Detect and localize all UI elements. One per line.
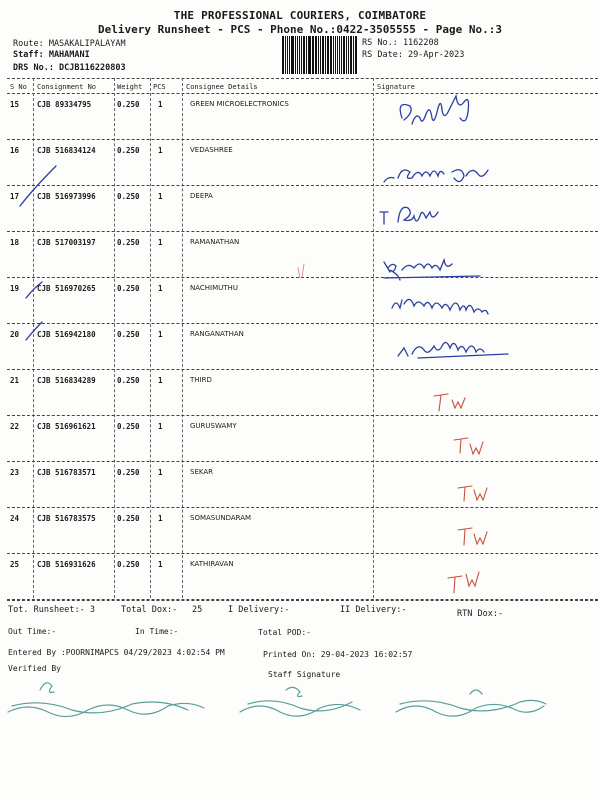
third-signature [396,690,546,716]
row-pcs: 1 [158,100,163,109]
signature-row-17 [380,207,438,224]
row-weight: 0.250 [117,192,140,201]
row-consignee: VEDASHREE [190,146,233,154]
signature-row-15 [400,96,468,124]
strike-slash [26,282,42,298]
row-pcs: 1 [158,146,163,155]
i-delivery: I Delivery:- [228,605,290,615]
row-pcs: 1 [158,192,163,201]
row-pcs: 1 [158,468,163,477]
staff-label: Staff: MAHAMANI [13,50,90,60]
rtn-dox: RTN Dox:- [457,609,504,619]
row-consignment-no: CJB 89334795 [37,100,92,109]
tw-mark-row-25 [448,572,479,593]
col-weight: Weight [117,83,143,91]
row-pcs: 1 [158,422,163,431]
row-consignee: RANGANATHAN [190,330,244,338]
verifier-signature [8,683,204,717]
ii-delivery: II Delivery:- [340,605,407,615]
row-weight: 0.250 [117,514,140,523]
row-pcs: 1 [158,560,163,569]
row-consignee: SOMASUNDARAM [190,514,252,522]
faint-ink-mark [298,264,304,278]
staff-signature-label: Staff Signature [268,670,341,679]
row-consignee: KATHIRAVAN [190,560,234,568]
tw-mark-row-24 [458,528,487,545]
total-pod: Total POD:- [258,628,311,637]
col-pcs: PCS [153,83,166,91]
row-consignment-no: CJB 516931626 [37,560,96,569]
row-consignee: RAMANATHAN [190,238,240,246]
verified-by-label: Verified By [8,664,61,673]
row-weight: 0.250 [117,376,140,385]
row-weight: 0.250 [117,146,140,155]
row-consignment-no: CJB 516834289 [37,376,96,385]
tw-mark-row-22 [454,438,483,454]
tw-mark-row-21 [434,394,465,411]
row-weight: 0.250 [117,100,140,109]
row-consignment-no: CJB 517003197 [37,238,96,247]
tw-mark-row-23 [458,486,487,501]
row-consignee: SEKAR [190,468,213,476]
signature-row-16 [384,170,488,182]
out-time: Out Time:- [8,627,57,636]
row-sno: 17 [10,192,20,201]
signature-row-20 [398,342,508,358]
row-pcs: 1 [158,514,163,523]
row-sno: 22 [10,422,20,431]
row-consignment-no: CJB 516961621 [37,422,96,431]
row-weight: 0.250 [117,238,140,247]
row-pcs: 1 [158,238,163,247]
row-pcs: 1 [158,330,163,339]
row-consignment-no: CJB 516783575 [37,514,96,523]
total-dox-label: Total Dox:- [121,605,178,615]
row-sno: 18 [10,238,20,247]
row-consignment-no: CJB 516834124 [37,146,96,155]
row-weight: 0.250 [117,330,140,339]
strike-slash [20,166,56,206]
signature-row-19 [392,299,488,314]
col-signature: Signature [377,83,415,91]
route-label: Route: MASAKALIPALAYAM [13,39,126,49]
staff-signature-scribble [240,687,360,716]
row-weight: 0.250 [117,468,140,477]
drs-number: DRS No.: DCJB116220803 [13,63,126,73]
row-sno: 15 [10,100,20,109]
row-consignment-no: CJB 516970265 [37,284,96,293]
row-pcs: 1 [158,376,163,385]
total-dox-value: 25 [192,605,203,615]
row-consignee: THIRD [190,376,212,384]
row-weight: 0.250 [117,422,140,431]
row-pcs: 1 [158,284,163,293]
row-consignee: NACHIMUTHU [190,284,238,292]
row-consignment-no: CJB 516942180 [37,330,96,339]
row-consignment-no: CJB 516973996 [37,192,96,201]
row-sno: 23 [10,468,20,477]
row-consignee: GREEN MICROELECTRONICS [190,100,289,108]
col-consignment: Consignment No [37,83,97,91]
company-title: THE PROFESSIONAL COURIERS, COIMBATORE [173,9,427,22]
in-time: In Time:- [135,627,179,636]
runsheet-subtitle: Delivery Runsheet - PCS - Phone No.:0422-3505555 - Page No.:3 [98,23,502,36]
row-consignment-no: CJB 516783571 [37,468,96,477]
row-sno: 24 [10,514,20,523]
rs-number: RS No.: 1162208 [362,38,439,48]
row-sno: 19 [10,284,20,293]
signature-row-18 [384,260,480,280]
row-sno: 21 [10,376,20,385]
row-sno: 25 [10,560,20,569]
row-sno: 20 [10,330,20,339]
col-consignee: Consignee Details [186,83,258,91]
row-weight: 0.250 [117,560,140,569]
col-sno: S No [10,83,27,91]
row-consignee: GURUSWAMY [190,422,237,430]
rs-date: RS Date: 29-Apr-2023 [362,50,465,60]
strike-slash [26,322,42,340]
row-consignee: DEEPA [190,192,213,200]
table-bottom-rule [7,600,598,601]
row-weight: 0.250 [117,284,140,293]
printed-on: Printed On: 29-04-2023 16:02:57 [263,650,413,659]
entered-by: Entered By :POORNIMAPCS 04/29/2023 4:02:54 PM [8,648,225,657]
total-runsheet: Tot. Runsheet:- 3 [8,605,95,615]
row-sno: 16 [10,146,20,155]
